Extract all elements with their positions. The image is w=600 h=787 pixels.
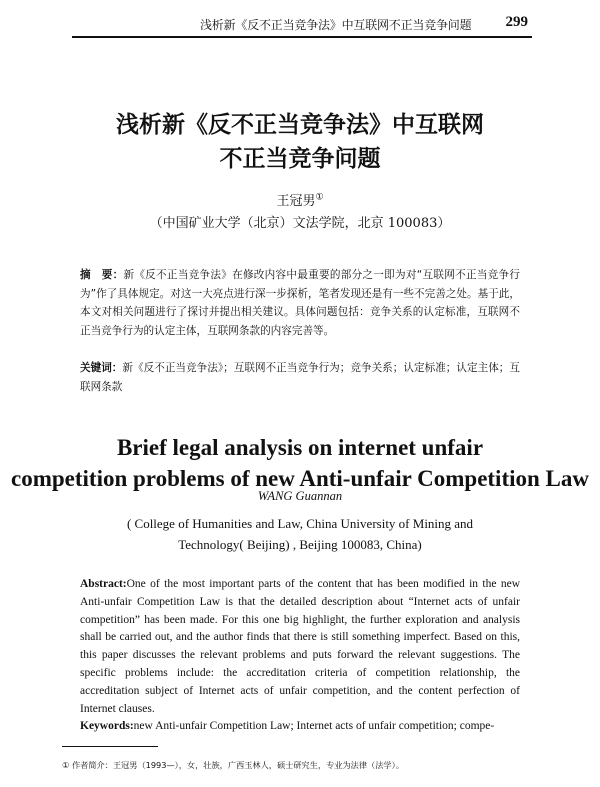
chinese-author (0, 190, 600, 209)
running-title: 浅析新《反不正当竞争法》中互联网不正当竞争问题 (200, 18, 472, 32)
chinese-title (0, 108, 600, 176)
chinese-abstract-text: 新《反不正当竞争法》在修改内容中最重要的部分之一即为对“互联网不正当竞争行为”作了具体规定。对这一大亮点进行深一步探析，笔者发现还是有一些不完善之处。基于此，本文对相关问题进行了探讨并提出相关建议。具体问题包括：竞争关系的认定标准，互联网不正当竞争行为的认定主体，互联网条款的内容完善等。 (80, 269, 520, 337)
header-rule (72, 36, 532, 38)
english-author: WANG Guannan (257, 489, 343, 503)
chinese-abstract-label: 摘 要： (80, 269, 124, 281)
english-abstract-label: Abstract: (80, 578, 127, 590)
english-keywords (80, 718, 520, 736)
chinese-keywords-label: 关键词： (80, 362, 123, 374)
english-affiliation-line-1: ( College of Humanities and Law, China University of Mining and (126, 516, 474, 531)
english-title-line-2: competition problems of new Anti-unfair Competition Law (11, 466, 589, 491)
chinese-keywords (80, 359, 520, 396)
running-header (80, 14, 540, 36)
english-abstract-text: One of the most important parts of the content that has been modified in the new Anti-unfair Competition Law is that the detailed description about “Internet acts of unfair competition” has been made. For this one big highlight, the further exploration and analysis shall be carried out, and the author finds that there is still something imperfect. Based on this, this paper discusses the relevant problems and puts forward the relevant suggestions. The specific problems include: the accreditation criteria of competition relationship, the accreditation subject of Internet acts of unfair competition, and the content perfection of Internet clauses. (80, 578, 520, 715)
english-affiliation-line-2: Technology( Beijing) , Beijing 100083, China) (178, 537, 422, 552)
english-abstract (80, 576, 520, 718)
chinese-keywords-text: 新《反不正当竞争法》；互联网不正当竞争行为；竞争关系；认定标准；认定主体；互联网条款 (80, 362, 521, 393)
english-title (0, 432, 600, 494)
chinese-abstract (80, 266, 520, 340)
chinese-title-line-1: 浅析新《反不正当竞争法》中互联网 (116, 112, 484, 138)
chinese-affiliation: （中国矿业大学（北京）文法学院，北京 100083） (149, 216, 451, 231)
footnote-rule (62, 746, 158, 747)
english-keywords-label: Keywords: (80, 720, 134, 732)
author-footnote-mark: ① (315, 192, 324, 203)
english-title-line-1: Brief legal analysis on internet unfair (116, 435, 484, 460)
english-affiliation (0, 513, 600, 555)
page-number: 299 (505, 14, 528, 30)
english-keywords-text: new Anti-unfair Competition Law; Internet acts of unfair competition; compe- (133, 720, 495, 732)
chinese-author-name: 王冠男 (276, 194, 316, 209)
author-footnote: ① 作者简介：王冠男（1993—），女，壮族，广西玉林人，硕士研究生，专业为法律（法学）。 (62, 760, 404, 770)
chinese-title-line-2: 不正当竞争问题 (219, 146, 381, 172)
